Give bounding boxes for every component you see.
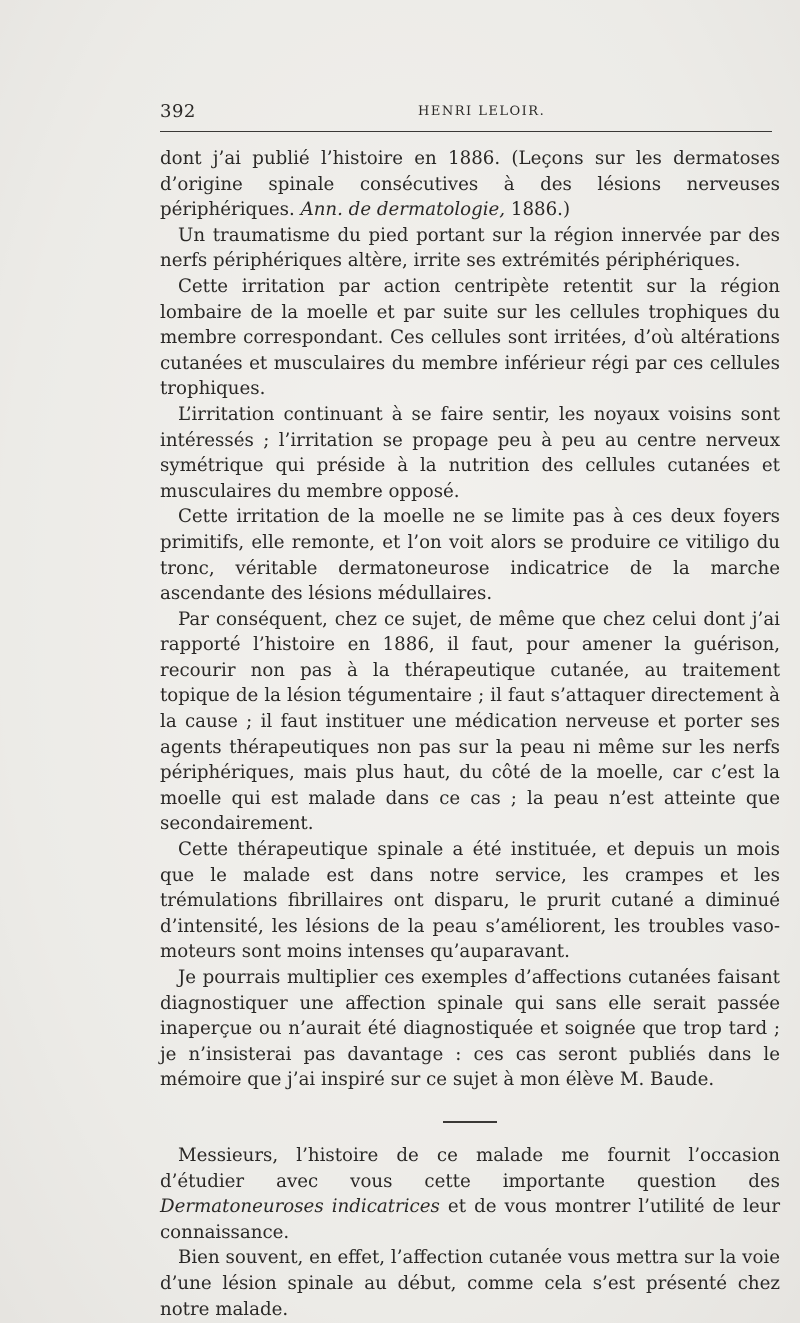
paragraph-5: Cette irritation de la moelle ne se limite pas à ces deux foyers primitifs, elle remonte, et l’on voit alors se produire ce vitiligo du tronc, véritable dermatoneurose indicatrice de la marche ascendante des lésions médullaires. — [160, 506, 780, 605]
header-rule — [160, 131, 772, 132]
section-separator — [443, 1121, 497, 1123]
paragraph-7: Cette thérapeutique spinale a été instituée, et depuis un mois que le malade est dans notre service, les crampes et les trémulations fibrillaires ont disparu, le prurit cutané a diminué d’intensité, les lésions de la peau s’améliorent, les troubles vaso-moteurs sont moins intenses qu’auparavant. — [160, 839, 780, 963]
paragraph-1-citation: Ann. de dermatologie, — [300, 199, 506, 221]
paragraph-1-text: dont j’ai publié l’histoire en 1886. (Leçons sur les dermatoses d’origine spinale consécutives à des lésions nerveuses périphériques. — [160, 148, 780, 221]
paragraph-1-end: 1886.) — [505, 199, 571, 221]
paragraph-2: Un traumatisme du pied portant sur la région innervée par des nerfs périphériques altère, irrite ses extrémités périphériques. — [160, 224, 780, 272]
paragraph-9-end: et de vous montrer l’utilité de leur connaissance. — [160, 1196, 781, 1243]
paragraph-9 — [160, 1143, 780, 1245]
paragraph-9-text: Messieurs, l’histoire de ce malade me fournit l’occasion d’étudier avec vous cette importante question des — [160, 1144, 780, 1192]
paragraph-3: Cette irritation par action centripète retentit sur la région lombaire de la moelle et par suite sur les cellules trophiques du membre correspondant. Ces cellules sont irritées, d’où altérations cutanées et musculaires du membre inférieur régi par ces cellules trophiques. — [160, 275, 780, 400]
running-head: HENRI LELOIR. — [418, 104, 546, 119]
paragraph-6: Par conséquent, chez ce sujet, de même que chez celui dont j’ai rapporté l’histoire en 1886, il faut, pour amener la guérison, recourir non pas à la thérapeutique cutanée, au traitement topique de la lésion tégumentaire ; il faut s’attaquer directement à la cause ; il faut instituer une médication nerveuse et porter ses agents thérapeutiques non pas sur la peau ni même sur les nerfs périphériques, mais plus haut, du côté de la moelle, car c’est la moelle qui est malade dans ce cas ; la peau n’est atteinte que secondairement. — [160, 608, 780, 835]
paragraph-1 — [160, 146, 780, 223]
paragraph-4: L’irritation continuant à se faire sentir, les noyaux voisins sont intéressés ; l’irritation se propage peu à peu au centre nerveux symétrique qui préside à la nutrition des cellules cutanées et musculaires du membre opposé. — [160, 403, 780, 502]
paragraph-9-term: Dermatoneuroses indicatrices — [160, 1196, 440, 1218]
page-number: 392 — [160, 101, 196, 122]
page-header — [160, 101, 775, 129]
paragraph-8: Je pourrais multiplier ces exemples d’affections cutanées faisant diagnostiquer une affection spinale qui sans elle serait passée inaperçue ou n’aurait été diagnostiquée et soignée que trop tard ; je n’insisterai pas davantage : ces cas seront publiés dans le mémoire que j’ai inspiré sur ce sujet à mon élève M. Baude. — [160, 967, 780, 1091]
paragraph-10: Bien souvent, en effet, l’affection cutanée vous mettra sur la voie d’une lésion spinale au début, comme cela s’est présenté chez notre malade. — [160, 1247, 780, 1320]
page-body — [160, 146, 780, 1322]
